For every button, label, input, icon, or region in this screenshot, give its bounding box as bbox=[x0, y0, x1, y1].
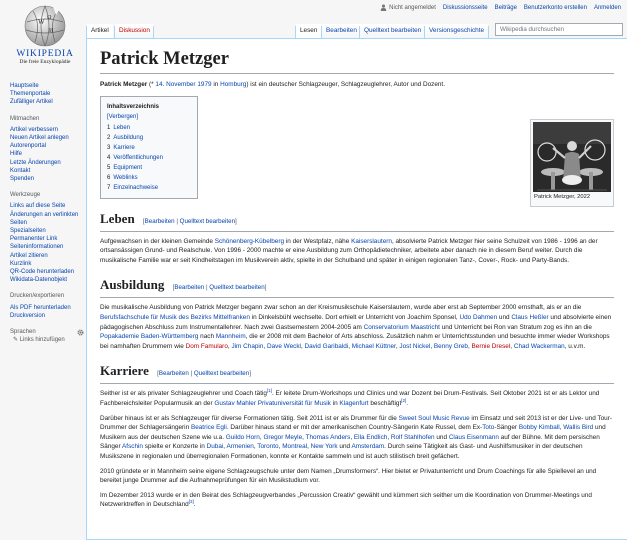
toc-item[interactable] bbox=[107, 143, 191, 153]
text: , bbox=[259, 433, 264, 441]
text: und Musikern aus der deutschen Szene wie u.a. bbox=[100, 424, 606, 441]
text: , bbox=[350, 433, 354, 441]
link[interactable]: Toto bbox=[482, 424, 495, 432]
text: Aufgewachsen in der kleinen Gemeinde bbox=[100, 237, 215, 245]
text: in der Westpfalz, nähe bbox=[284, 237, 352, 245]
link[interactable]: Chad Wackerman bbox=[513, 342, 565, 350]
text: , absolvierte Patrick Metzger hier seine Schulzeit von 1986 - 1996 an der ortsansässigen Grund- und Realschule. Von 1996 - 2000 machte er eine Ausbildung zum Orthopädietechniker, arbeitete aber danach nie in diesem Beruf weiter. Durch die musikalische Familie war er seit Kindheitstagen im Musikverein aktiv, spielte in der Schulband und später in einigen regionalen Tanz-, Cover-, Rock- und Party-Bands. bbox=[100, 237, 598, 264]
tab-edit[interactable]: Bearbeiten bbox=[322, 24, 361, 38]
link[interactable]: Guildo Horn bbox=[225, 433, 260, 441]
link[interactable]: Kaiserslautern bbox=[351, 237, 392, 245]
add-links-label: Links hinzufügen bbox=[19, 337, 65, 344]
separator: | bbox=[204, 284, 210, 292]
text: auf der Bühne. Mit dem persischen Sänger bbox=[100, 433, 600, 451]
text: . bbox=[406, 399, 409, 407]
intro-text: (* bbox=[147, 81, 156, 88]
text: -Sänger bbox=[494, 424, 519, 432]
tab-discussion[interactable]: Diskussion bbox=[115, 24, 154, 38]
link[interactable]: Dubai bbox=[206, 443, 224, 451]
toc-item[interactable] bbox=[107, 153, 191, 163]
link[interactable]: Gregor Meyle bbox=[263, 433, 303, 441]
search-input[interactable] bbox=[495, 23, 623, 36]
section-title: Leben bbox=[100, 210, 135, 226]
toc-number: 4 bbox=[107, 154, 111, 161]
table-of-contents bbox=[100, 96, 198, 199]
toc-title: Inhaltsverzeichnis bbox=[107, 103, 160, 110]
svg-text:Ω: Ω bbox=[47, 15, 52, 21]
karriere-paragraph-1 bbox=[100, 389, 614, 408]
text: spielte er Konzerte in bbox=[143, 443, 207, 451]
separator: | bbox=[174, 217, 180, 225]
redlink[interactable]: Bernie Dresel bbox=[471, 342, 511, 350]
text: und Unterricht bei Ron van Stratum zog es ihn an die bbox=[439, 323, 592, 331]
text: . Er leitete Drum-Workshops und Clinics und war Dozent bei Drum-Festivals. Seit Oktober 2021 ist er als Lektor und Fachbereichsleiter Popularmusik an der bbox=[100, 390, 600, 407]
tab-divider bbox=[488, 26, 489, 38]
tab-read[interactable]: Lesen bbox=[296, 24, 321, 38]
edit-source-link[interactable]: Quelltext bearbeiten bbox=[179, 217, 236, 225]
section-heading-ausbildung bbox=[100, 277, 614, 298]
text: , bbox=[263, 342, 267, 350]
karriere-paragraph-3: 2010 gründete er in Mannheim seine eigene Schlagzeugschule unter dem Namen „Drumsformers“. Hier bietet er Privatunterricht und Drum Coachings für alle Spiellevel an und bereitet junge Drummer auf die Aufnahmeprüfungen für ein Musikstudium vor. bbox=[100, 467, 597, 485]
link[interactable]: Schönenberg-Kübelberg bbox=[214, 237, 285, 245]
sidebar-item-help[interactable]: Hilfe bbox=[10, 151, 23, 158]
text: und bbox=[497, 313, 512, 321]
sidebar-item-page-info[interactable]: Seiteninformationen bbox=[10, 244, 64, 251]
text: , bbox=[387, 433, 391, 441]
text: , bbox=[395, 342, 400, 350]
link[interactable]: Gustav Mahler Privatuniversität für Musik bbox=[214, 399, 331, 407]
link[interactable]: Jim Chapin bbox=[231, 342, 264, 350]
text: in bbox=[330, 399, 340, 407]
puzzle-globe-icon bbox=[23, 4, 67, 48]
toc-toggle[interactable]: [Verbergen] bbox=[107, 113, 139, 120]
bracket: [ bbox=[172, 284, 175, 292]
text: und bbox=[337, 443, 352, 451]
toc-label: Leben bbox=[113, 124, 131, 131]
link[interactable]: Jost Nickel bbox=[399, 342, 431, 350]
bracket: [ bbox=[157, 370, 159, 378]
link[interactable]: Dave Weckl bbox=[266, 342, 301, 350]
text: , u.v.m. bbox=[564, 342, 586, 350]
text: in Dinkelsbühl wechselte. Dort erhielt er Unterricht von Joachim Sponsel, bbox=[249, 313, 460, 321]
link[interactable]: Toronto bbox=[257, 443, 279, 451]
link[interactable]: New York bbox=[310, 443, 338, 451]
section-edit-links bbox=[157, 370, 251, 377]
link[interactable]: Rolf Stahlhofen bbox=[390, 433, 435, 441]
sidebar-print bbox=[10, 292, 84, 320]
toc-number: 7 bbox=[107, 184, 111, 191]
sidebar-item-qr-code[interactable]: QR-Code herunterladen bbox=[10, 269, 75, 276]
link[interactable]: Klagenfurt bbox=[339, 399, 369, 407]
sidebar-item-improve[interactable]: Artikel verbessern bbox=[10, 126, 59, 133]
link[interactable]: Armenien bbox=[226, 443, 254, 451]
sidebar-navigation bbox=[10, 82, 84, 107]
text: . bbox=[193, 501, 196, 509]
languages-header bbox=[10, 328, 84, 336]
toc-item[interactable] bbox=[107, 173, 191, 183]
tab-article[interactable]: Artikel bbox=[87, 24, 113, 38]
link-birthplace[interactable]: Homburg bbox=[220, 81, 247, 88]
infobox-caption: Patrick Metzger, 2022 bbox=[534, 194, 591, 200]
sidebar-item-cite[interactable]: Artikel zitieren bbox=[10, 252, 48, 259]
intro-text: ) ist ein deutscher Schlagzeuger, Schlagzeuglehrer, Autor und Dozent. bbox=[246, 81, 445, 88]
section-heading-karriere bbox=[100, 363, 614, 384]
sidebar bbox=[10, 82, 84, 352]
tagline: Die freie Enzyklopädie bbox=[19, 59, 71, 65]
text: , bbox=[348, 342, 352, 350]
link[interactable]: Berufsfachschule für Musik des Bezirks Mittelfranken bbox=[100, 313, 250, 321]
text: Im Dezember 2013 wurde er in den Beirat des Schlagzeugverbandes „Percussion Creativ“ gewählt und kümmert sich seither um die Koordination von Drummer-Meetings und Netzwerktreffen in Deutschland bbox=[100, 491, 592, 509]
sidebar-tools bbox=[10, 191, 84, 284]
separator: | bbox=[188, 370, 194, 378]
ausbildung-paragraph bbox=[100, 303, 614, 351]
sidebar-participate bbox=[10, 115, 84, 184]
toc-label: Einzelnachweise bbox=[113, 184, 159, 191]
page-title: Patrick Metzger bbox=[100, 48, 614, 74]
text: nach bbox=[198, 333, 216, 341]
link[interactable]: Amsterdam bbox=[351, 443, 385, 451]
link[interactable]: Thomas Anders bbox=[305, 433, 351, 441]
toc-item[interactable] bbox=[107, 163, 191, 173]
karriere-paragraph-4 bbox=[100, 491, 614, 510]
toc-label: Weblinks bbox=[113, 174, 138, 181]
portrait-photo[interactable] bbox=[533, 122, 611, 192]
edit-link[interactable]: Bearbeiten bbox=[144, 217, 175, 225]
toc-label: Ausbildung bbox=[113, 134, 144, 141]
toc-label: Veröffentlichungen bbox=[113, 154, 163, 161]
text: beschäftigt bbox=[368, 399, 402, 407]
article-content bbox=[86, 38, 627, 540]
intro-text: in bbox=[211, 81, 221, 88]
text: Die musikalische Ausbildung von Patrick Metzger begann zwar schon an der Kreismusikschule Kaiserslautern, wurde aber erst ab September 2000 ernsthaft, als er an die bbox=[100, 304, 582, 312]
toc-number: 3 bbox=[107, 144, 111, 151]
svg-text:И: И bbox=[49, 28, 54, 34]
text: im Einsatz und seit 2013 ist er der Live- und Tour-Drummer der Schlagersängerin bbox=[100, 414, 612, 432]
link[interactable]: Ella Endlich bbox=[353, 433, 388, 441]
link[interactable]: Claus Eisenmann bbox=[448, 433, 499, 441]
sidebar-item-permalink[interactable]: Permanenter Link bbox=[10, 236, 58, 243]
text: , bbox=[510, 342, 514, 350]
svg-text:W: W bbox=[38, 18, 45, 26]
karriere-paragraph-2 bbox=[100, 414, 614, 462]
text: , bbox=[430, 342, 434, 350]
contributions-link[interactable]: Beiträge bbox=[494, 4, 517, 11]
toc-label: Karriere bbox=[113, 144, 135, 151]
personal-tools bbox=[380, 4, 621, 11]
sidebar-heading-participate: Mitmachen bbox=[10, 115, 40, 122]
sidebar-item-shortlink[interactable]: Kurzlink bbox=[10, 260, 32, 267]
anon-indicator bbox=[380, 4, 436, 11]
anon-label: Nicht angemeldet bbox=[389, 4, 436, 11]
sidebar-item-random[interactable]: Zufälliger Artikel bbox=[10, 99, 53, 106]
gear-icon[interactable] bbox=[77, 329, 84, 336]
text: . Durch seine Tätigkeit als Gast- und Aushilfsmusiker in der deutschen Musikszene in regionalen und überregionalen Formationen, konnte er Kontakte sammeln und ist auch stilistisch breit gefächert. bbox=[100, 443, 583, 460]
search-placeholder: Wikipedia durchsuchen bbox=[500, 26, 564, 33]
toc-item[interactable] bbox=[107, 183, 191, 193]
link[interactable]: Beatrice Egli bbox=[190, 424, 227, 432]
sidebar-item-print-version[interactable]: Druckversion bbox=[10, 312, 46, 319]
talk-link[interactable]: Diskussionsseite bbox=[442, 4, 488, 11]
link[interactable]: Conservatorium Maastricht bbox=[363, 323, 440, 331]
sidebar-item-author-portal[interactable]: Autorenportal bbox=[10, 143, 47, 150]
text: und bbox=[434, 433, 449, 441]
section-heading-leben bbox=[100, 211, 614, 232]
link[interactable]: Michael Küttner bbox=[351, 342, 396, 350]
intro-paragraph bbox=[100, 80, 490, 90]
toc-number: 6 bbox=[107, 174, 111, 181]
pencil-icon: ✎ bbox=[13, 337, 19, 344]
sidebar-item-pdf[interactable]: Als PDF herunterladen bbox=[10, 304, 71, 311]
link-birthdate[interactable]: 14. November 1979 bbox=[155, 81, 212, 88]
text: , bbox=[227, 342, 232, 350]
bracket: ] bbox=[264, 284, 267, 292]
sidebar-heading-print: Drucken/exportieren bbox=[10, 293, 65, 300]
toc-number: 2 bbox=[107, 134, 111, 141]
link[interactable]: Udo Dahmen bbox=[459, 313, 498, 321]
tab-history[interactable]: Versionsgeschichte bbox=[425, 24, 488, 38]
section-edit-links bbox=[143, 218, 237, 225]
toc-item[interactable] bbox=[107, 123, 191, 133]
text: , bbox=[300, 342, 305, 350]
text: , bbox=[302, 433, 306, 441]
sidebar-item-wikidata[interactable]: Wikidata-Datenobjekt bbox=[10, 277, 68, 284]
text: , bbox=[278, 443, 283, 451]
sidebar-item-special-pages[interactable]: Spezialseiten bbox=[10, 228, 46, 235]
edit-source-link[interactable]: Quelltext bearbeiten bbox=[193, 370, 250, 378]
link[interactable]: Afschin bbox=[122, 443, 143, 451]
section-title: Karriere bbox=[100, 363, 149, 379]
text: Seither ist er als privater Schlagzeuglehrer und Coach tätig bbox=[100, 390, 267, 398]
edit-link[interactable]: Bearbeiten bbox=[158, 370, 189, 378]
infobox bbox=[530, 119, 614, 207]
toc-number: 1 bbox=[107, 124, 111, 131]
bracket: ] bbox=[235, 217, 237, 225]
sidebar-languages bbox=[10, 328, 84, 344]
text: und absolvierte einen pädagogischen Abschluss zum Instrumentallehrer. Nach zwei Gastsemestern 2004-2005 am bbox=[100, 313, 612, 331]
sidebar-item-whatlinkshere[interactable]: Links auf diese Seite bbox=[10, 203, 66, 210]
sidebar-item-donate[interactable]: Spenden bbox=[10, 176, 35, 183]
create-account-link[interactable]: Benutzerkonto erstellen bbox=[523, 4, 587, 11]
sidebar-item-portals[interactable]: Themenportale bbox=[10, 91, 51, 98]
reference[interactable]: [2] bbox=[401, 397, 407, 403]
text: Darüber hinaus ist er als Schlagzeuger für diverse Formationen tätig. Seit 2011 ist er als Drummer für die bbox=[100, 414, 399, 422]
text: . Darüber hinaus stand er mit der amerikanischen Country-Sängerin Kate Russel, dem Ex- bbox=[226, 424, 483, 432]
add-links-button[interactable] bbox=[10, 336, 84, 344]
toc-number: 5 bbox=[107, 164, 111, 171]
text: , bbox=[223, 443, 227, 451]
link[interactable]: Benny Greb bbox=[433, 342, 468, 350]
link[interactable]: Sweet Soul Music Revue bbox=[398, 414, 470, 422]
reference[interactable]: [1] bbox=[266, 388, 272, 394]
link[interactable]: Claus Heßler bbox=[511, 313, 549, 321]
link[interactable]: David Garibaldi bbox=[304, 342, 349, 350]
tab-divider bbox=[153, 26, 154, 38]
sidebar-heading-languages: Sprachen bbox=[10, 329, 36, 336]
sidebar-item-contact[interactable]: Kontakt bbox=[10, 167, 31, 174]
user-icon bbox=[380, 4, 387, 11]
edit-source-link[interactable]: Quelltext bearbeiten bbox=[209, 284, 265, 292]
link[interactable]: Montreal bbox=[282, 443, 308, 451]
wikipedia-logo[interactable] bbox=[14, 4, 76, 65]
bracket: ] bbox=[249, 370, 251, 378]
edit-link[interactable]: Bearbeiten bbox=[174, 284, 205, 292]
bracket: [ bbox=[142, 217, 145, 225]
intro-name: Patrick Metzger bbox=[100, 81, 148, 88]
text: , bbox=[467, 342, 472, 350]
toc-label: Equipment bbox=[113, 164, 143, 171]
text: , die er 2008 mit dem Bachelor of Arts abschloss. Zusätzlich nahm er Unterrichtsstunden und besuchte immer wieder Workshops bei namhaften Drummern wie bbox=[100, 333, 610, 350]
text: , bbox=[559, 424, 564, 432]
text: , bbox=[253, 443, 258, 451]
tab-edit-source[interactable]: Quelltext bearbeiten bbox=[360, 24, 425, 38]
reference[interactable]: [3] bbox=[188, 499, 194, 505]
sidebar-item-recent-changes[interactable]: Letzte Änderungen bbox=[10, 159, 61, 166]
sidebar-item-related-changes[interactable]: Änderungen an verlinkten Seiten bbox=[10, 211, 79, 226]
link[interactable]: Popakademie Baden-Württemberg bbox=[100, 333, 199, 341]
link[interactable]: Wallis Bird bbox=[563, 424, 594, 432]
leben-paragraph bbox=[100, 237, 614, 266]
sidebar-item-new-article[interactable]: Neuen Artikel anlegen bbox=[10, 135, 69, 142]
redlink[interactable]: Dom Famularo bbox=[185, 342, 228, 350]
toc-item[interactable] bbox=[107, 133, 191, 143]
link[interactable]: Mannheim bbox=[215, 333, 246, 341]
toc-header bbox=[107, 102, 191, 122]
login-link[interactable]: Anmelden bbox=[593, 4, 621, 11]
sidebar-heading-tools: Werkzeuge bbox=[10, 192, 41, 199]
section-edit-links bbox=[173, 284, 267, 291]
text: , bbox=[307, 443, 311, 451]
section-title: Ausbildung bbox=[100, 277, 165, 293]
link[interactable]: Bobby Kimball bbox=[518, 424, 560, 432]
sidebar-item-main-page[interactable]: Hauptseite bbox=[10, 83, 39, 89]
wordmark: WIKIPEDIA bbox=[16, 49, 74, 59]
